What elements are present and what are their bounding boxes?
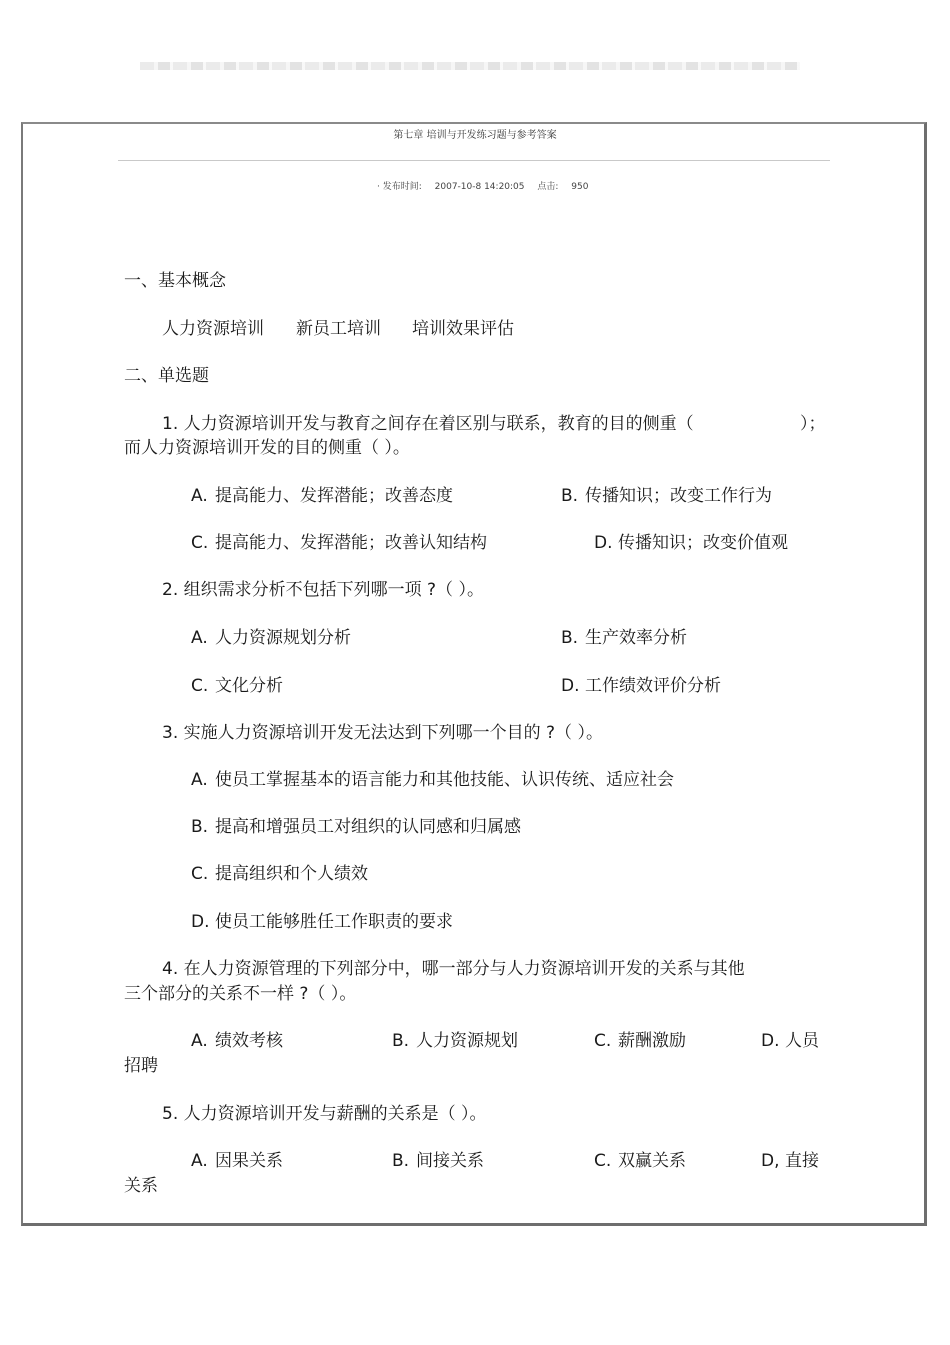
- q1-option-b: [561, 484, 772, 508]
- option-letter: B.: [561, 628, 579, 648]
- option-text: 工作绩效评价分析: [585, 676, 721, 696]
- q5-option-d-wrap: 关系: [124, 1176, 158, 1196]
- page-title: 第七章 培训与开发练习题与参考答案: [393, 130, 557, 141]
- option-letter: A.: [191, 1031, 208, 1051]
- option-text: 人员: [785, 1031, 819, 1051]
- q5-option-c: [594, 1149, 686, 1173]
- q5-option-d: [761, 1149, 819, 1173]
- option-letter: C.: [191, 864, 209, 884]
- option-letter: B.: [191, 817, 209, 837]
- q1-option-c: [191, 531, 487, 555]
- section-heading-concepts: 一、基本概念: [124, 271, 226, 291]
- option-text: 人力资源规划分析: [215, 628, 351, 648]
- option-letter: D.: [191, 912, 210, 932]
- option-letter: D.: [561, 676, 580, 696]
- option-letter: B.: [392, 1031, 410, 1051]
- option-text: 因果关系: [215, 1151, 283, 1171]
- option-text: 人力资源规划: [416, 1031, 518, 1051]
- q1-option-a: [191, 484, 453, 508]
- q3-option-b: [191, 815, 521, 839]
- option-letter: B.: [561, 486, 579, 506]
- term-3: 培训效果评估: [412, 319, 514, 339]
- option-letter: C.: [594, 1151, 612, 1171]
- question-5: 5. 人力资源培训开发与薪酬的关系是（ ）。: [162, 1104, 487, 1124]
- q3-option-c: [191, 862, 368, 886]
- option-text: 使员工能够胜任工作职责的要求: [215, 912, 453, 932]
- option-text: 绩效考核: [215, 1031, 283, 1051]
- option-letter: A.: [191, 628, 208, 648]
- q2-option-a: [191, 626, 351, 650]
- option-letter: D,: [761, 1151, 780, 1171]
- option-text: 文化分析: [215, 676, 283, 696]
- q1-option-d: [594, 531, 788, 555]
- option-letter: C.: [191, 533, 209, 553]
- q4-option-d-wrap: 招聘: [124, 1056, 158, 1076]
- option-text: 直接: [785, 1151, 819, 1171]
- clicks-count: 950: [571, 182, 589, 192]
- title-divider: [118, 160, 830, 161]
- option-text: 生产效率分析: [585, 628, 687, 648]
- option-text: 间接关系: [416, 1151, 484, 1171]
- term-1: 人力资源培训: [162, 319, 264, 339]
- q2-option-c: [191, 674, 283, 698]
- option-letter: A.: [191, 1151, 208, 1171]
- term-2: 新员工培训: [296, 319, 381, 339]
- q5-option-b: [392, 1149, 484, 1173]
- question-4-line1: 4. 在人力资源管理的下列部分中，哪一部分与人力资源培训开发的关系与其他: [162, 959, 745, 979]
- option-text: 提高和增强员工对组织的认同感和归属感: [215, 817, 521, 837]
- question-1-line2: 而人力资源培训开发的目的侧重（ ）。: [124, 438, 410, 458]
- option-letter: D.: [761, 1031, 780, 1051]
- option-letter: D.: [594, 533, 613, 553]
- question-4-line2: 三个部分的关系不一样 ?（ ）。: [124, 984, 357, 1004]
- q4-option-d: [761, 1029, 819, 1053]
- question-2: 2. 组织需求分析不包括下列哪一项 ?（ ）。: [162, 580, 484, 600]
- option-letter: C.: [594, 1031, 612, 1051]
- clicks-label: 点击:: [537, 182, 559, 192]
- option-text: 提高能力、发挥潜能；改善认知结构: [215, 533, 487, 553]
- q3-option-a: [191, 768, 674, 792]
- q4-option-b: [392, 1029, 518, 1053]
- q2-option-d: [561, 674, 721, 698]
- q2-option-b: [561, 626, 687, 650]
- option-text: 提高能力、发挥潜能；改善态度: [215, 486, 453, 506]
- q4-option-c: [594, 1029, 686, 1053]
- publish-time: 2007-10-8 14:20:05: [434, 182, 525, 192]
- q5-option-a: [191, 1149, 283, 1173]
- blurred-header-strip: [140, 62, 800, 70]
- q4-option-a: [191, 1029, 283, 1053]
- option-letter: B.: [392, 1151, 410, 1171]
- section-heading-single-choice: 二、单选题: [124, 366, 209, 386]
- publish-label: · 发布时间:: [377, 182, 422, 192]
- option-text: 传播知识；改变价值观: [618, 533, 788, 553]
- question-1-line1-end: ）；: [800, 414, 826, 434]
- option-text: 薪酬激励: [618, 1031, 686, 1051]
- option-text: 传播知识；改变工作行为: [585, 486, 772, 506]
- option-letter: A.: [191, 770, 208, 790]
- question-1-line1: 1. 人力资源培训开发与教育之间存在着区别与联系，教育的目的侧重（: [162, 414, 694, 434]
- question-3: 3. 实施人力资源培训开发无法达到下列哪一个目的 ?（ ）。: [162, 723, 603, 743]
- publish-meta: [377, 179, 598, 192]
- option-letter: C.: [191, 676, 209, 696]
- option-text: 提高组织和个人绩效: [215, 864, 368, 884]
- option-letter: A.: [191, 486, 208, 506]
- q3-option-d: [191, 910, 453, 934]
- option-text: 使员工掌握基本的语言能力和其他技能、认识传统、适应社会: [215, 770, 674, 790]
- option-text: 双赢关系: [618, 1151, 686, 1171]
